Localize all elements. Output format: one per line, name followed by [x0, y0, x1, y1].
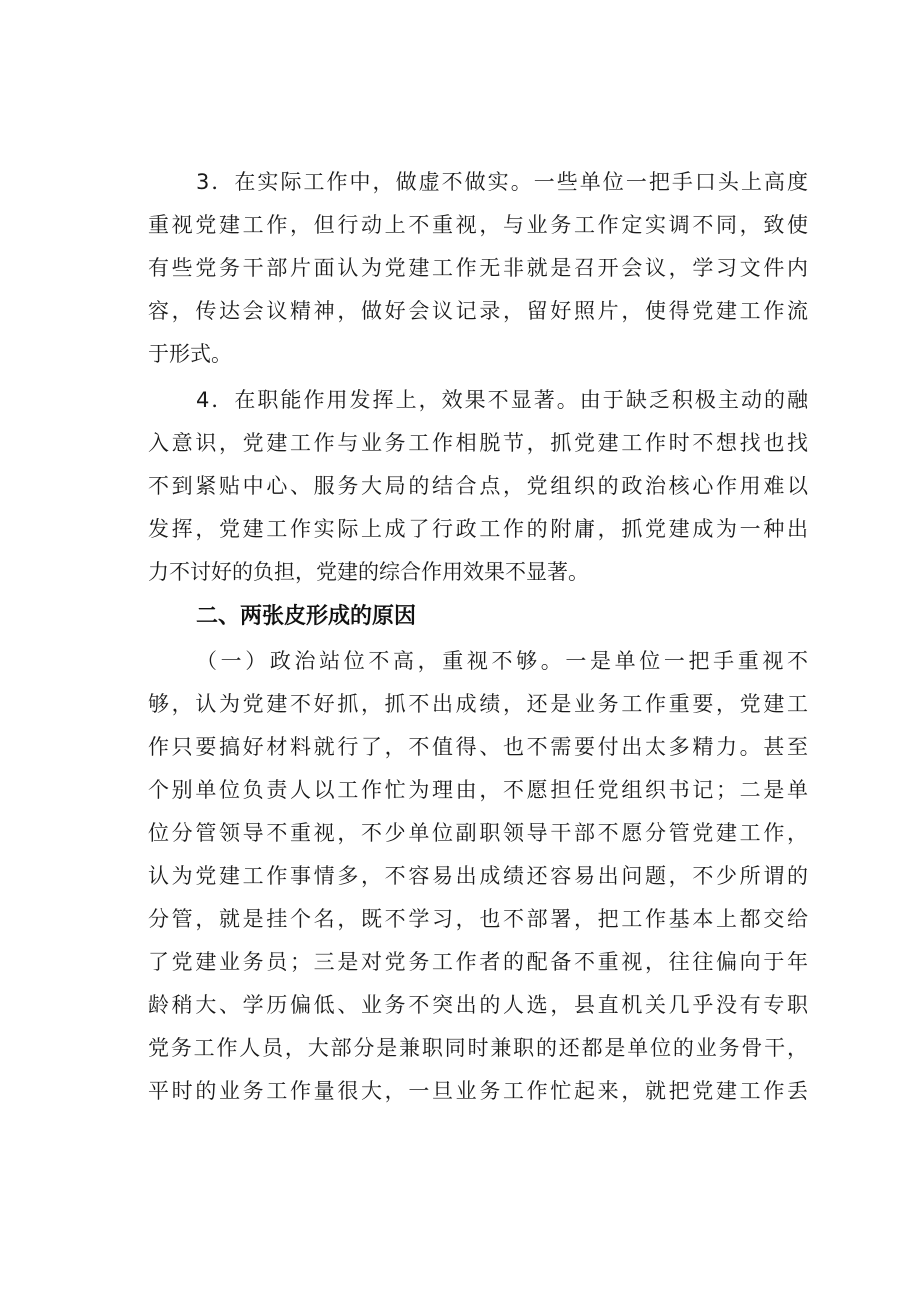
section-paragraph-line-10: 党务工作人员，大部分是兼职同时兼职的还都是单位的业务骨干， [148, 1036, 808, 1060]
paragraph-4-line-1: 4．在职能作用发挥上，效果不显著。由于缺乏积极主动的融 [196, 388, 808, 412]
paragraph-3-line-1: 3．在实际工作中，做虚不做实。一些单位一把手口头上高度 [196, 170, 808, 194]
paragraph-4-line-5: 力不讨好的负担，党建的综合作用效果不显著。 [148, 560, 589, 584]
section-paragraph-line-3: 作只要搞好材料就行了，不值得、也不需要付出太多精力。甚至 [148, 735, 808, 759]
paragraph-3-line-2: 重视党建工作，但行动上不重视，与业务工作定实调不同，致使 [148, 213, 808, 237]
paragraph-4-line-4: 发挥，党建工作实际上成了行政工作的附庸，抓党建成为一种出 [148, 517, 808, 541]
paragraph-3-line-5: 于形式。 [148, 342, 232, 366]
section-paragraph-line-11: 平时的业务工作量很大，一旦业务工作忙起来，就把党建工作丢 [148, 1079, 808, 1103]
section-paragraph-line-1: （一）政治站位不高，重视不够。一是单位一把手重视不 [196, 649, 808, 673]
paragraph-3-line-4: 容，传达会议精神，做好会议记录，留好照片，使得党建工作流 [148, 299, 808, 323]
section-paragraph-line-8: 了党建业务员；三是对党务工作者的配备不重视，往往偏向于年 [148, 950, 808, 974]
section-paragraph-line-4: 个别单位负责人以工作忙为理由，不愿担任党组织书记；二是单 [148, 778, 808, 802]
section-paragraph-line-2: 够，认为党建不好抓，抓不出成绩，还是业务工作重要，党建工 [148, 692, 808, 716]
section-paragraph-line-6: 认为党建工作事情多，不容易出成绩还容易出问题，不少所谓的 [148, 864, 808, 888]
section-paragraph-line-5: 位分管领导不重视，不少单位副职领导干部不愿分管党建工作， [148, 821, 808, 845]
section-heading: 二、两张皮形成的原因 [196, 604, 417, 629]
section-paragraph-line-9: 龄稍大、学历偏低、业务不突出的人选，县直机关几乎没有专职 [148, 993, 808, 1017]
paragraph-4-line-3: 不到紧贴中心、服务大局的结合点，党组织的政治核心作用难以 [148, 474, 808, 498]
paragraph-4-line-2: 入意识，党建工作与业务工作相脱节，抓党建工作时不想找也找 [148, 431, 808, 455]
paragraph-3-line-3: 有些党务干部片面认为党建工作无非就是召开会议，学习文件内 [148, 256, 808, 280]
section-paragraph-line-7: 分管，就是挂个名，既不学习，也不部署，把工作基本上都交给 [148, 907, 808, 931]
